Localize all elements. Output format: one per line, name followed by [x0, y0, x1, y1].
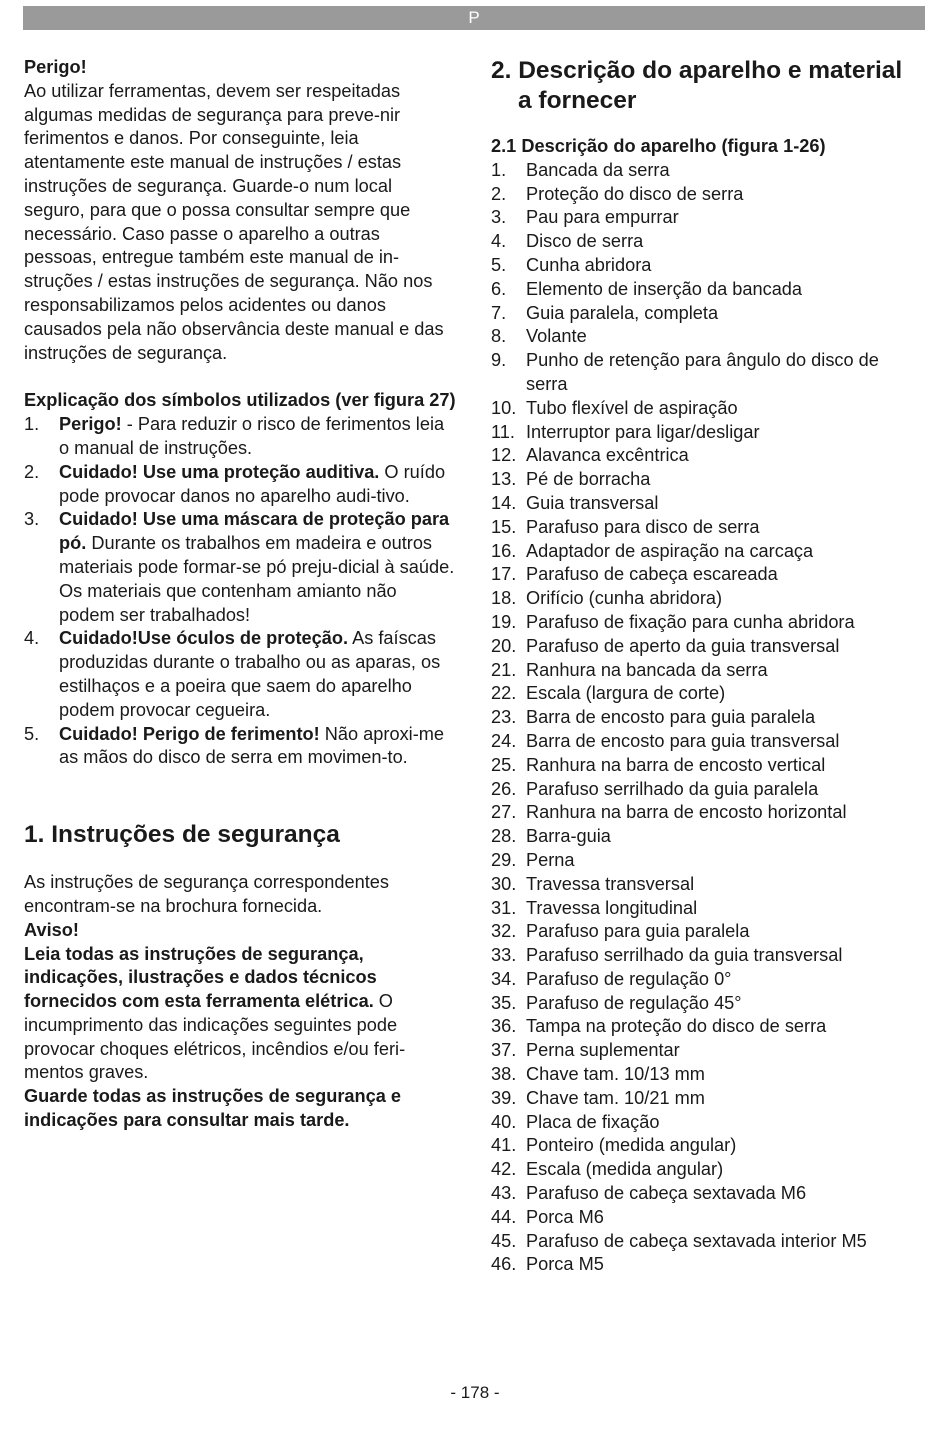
symbols-title: Explicação dos símbolos utilizados (ver figura 27) — [24, 390, 456, 411]
part-number: 18. — [491, 588, 517, 609]
part-item — [491, 968, 921, 992]
part-number: 41. — [491, 1135, 517, 1156]
symbol-bold-text: Cuidado!Use óculos de proteção. — [59, 628, 349, 649]
part-number: 20. — [491, 635, 517, 656]
part-number: 39. — [491, 1087, 517, 1108]
part-item — [491, 421, 921, 445]
part-number: 15. — [491, 516, 517, 537]
part-item — [491, 849, 921, 873]
part-label: Barra de encosto para guia transversal — [526, 730, 840, 751]
part-item — [491, 920, 921, 944]
part-number: 13. — [491, 469, 517, 490]
part-number: 31. — [491, 897, 517, 918]
part-label: Parafuso de cabeça sextavada M6 — [526, 1183, 807, 1204]
part-label: Disco de serra — [526, 231, 644, 252]
part-number: 2. — [491, 183, 507, 204]
part-number: 22. — [491, 683, 517, 704]
part-item — [491, 397, 921, 421]
part-label: Parafuso de cabeça escareada — [526, 564, 778, 585]
symbol-text: O ruído pode provocar danos no aparelho audi-tivo. — [59, 461, 446, 506]
part-item — [491, 754, 921, 778]
part-item — [491, 944, 921, 968]
part-number: 11. — [491, 421, 515, 442]
part-label: Perna suplementar — [526, 1040, 680, 1061]
part-label: Porca M5 — [526, 1254, 604, 1275]
part-item — [491, 159, 921, 183]
part-label: Parafuso de cabeça sextavada interior M5 — [526, 1230, 867, 1251]
part-label: Parafuso para disco de serra — [526, 516, 760, 537]
part-item — [491, 183, 921, 207]
part-label: Pau para empurrar — [526, 207, 679, 228]
part-label: Elemento de inserção da bancada — [526, 278, 803, 299]
part-number: 24. — [491, 730, 517, 751]
symbol-text: Não aproxi-me as mãos do disco de serra em movimen-to. — [59, 723, 445, 768]
part-label: Adaptador de aspiração na carcaça — [526, 540, 814, 561]
part-number: 37. — [491, 1040, 517, 1061]
symbol-text: Durante os trabalhos em madeira e outros materiais pode formar-se pó preju-dicial à saúde. Os materiais que contenham amianto não podem ser trabalhados! — [59, 533, 455, 625]
part-item — [491, 1182, 921, 1206]
part-item — [491, 659, 921, 683]
part-item — [491, 1253, 921, 1277]
part-label: Parafuso de aperto da guia transversal — [526, 635, 840, 656]
part-item — [491, 611, 921, 635]
parts-list — [491, 159, 921, 1277]
part-item — [491, 897, 921, 921]
part-number: 16. — [491, 540, 517, 561]
language-header-bar — [23, 6, 925, 30]
part-label: Barra-guia — [526, 826, 611, 847]
part-number: 21. — [491, 659, 517, 680]
part-item — [491, 587, 921, 611]
part-item — [491, 635, 921, 659]
part-number: 3. — [491, 207, 507, 228]
part-label: Volante — [526, 326, 587, 347]
part-item — [491, 1158, 921, 1182]
part-number: 44. — [491, 1206, 517, 1227]
part-item — [491, 1134, 921, 1158]
symbol-text: As faíscas produzidas durante o trabalho ou as aparas, os estilhaços e a poeira que saem do aparelho podem provocar cegueira. — [59, 628, 441, 720]
part-number: 9. — [491, 350, 507, 371]
part-label: Ranhura na bancada da serra — [526, 659, 768, 680]
symbol-item — [24, 723, 456, 771]
symbol-bold-text: Cuidado! Perigo de ferimento! — [59, 723, 320, 744]
part-number: 43. — [491, 1183, 517, 1204]
part-label: Orifício (cunha abridora) — [526, 588, 723, 609]
symbol-number: 1. — [24, 414, 40, 435]
part-item — [491, 230, 921, 254]
symbols-list — [24, 413, 456, 770]
part-label: Proteção do disco de serra — [526, 183, 744, 204]
language-code: P — [468, 8, 480, 27]
part-number: 26. — [491, 778, 517, 799]
symbol-number: 2. — [24, 461, 40, 482]
part-number: 14. — [491, 492, 517, 513]
part-number: 23. — [491, 707, 517, 728]
part-item — [491, 563, 921, 587]
warning-text: O incumprimento das indicações seguintes pode provocar choques elétricos, incêndios e/ou feri-mentos graves. — [24, 991, 406, 1083]
part-label: Ponteiro (medida angular) — [526, 1135, 737, 1156]
part-number: 4. — [491, 231, 507, 252]
part-item — [491, 254, 921, 278]
part-number: 30. — [491, 873, 517, 894]
part-number: 8. — [491, 326, 507, 347]
keep-instructions-text: Guarde todas as instruções de segurança e indicações para consultar mais tarde. — [24, 1086, 402, 1131]
part-number: 38. — [491, 1064, 517, 1085]
part-label: Ranhura na barra de encosto horizontal — [526, 802, 847, 823]
part-item — [491, 1039, 921, 1063]
page-number: - 178 - — [450, 1383, 500, 1402]
part-item — [491, 278, 921, 302]
part-item — [491, 825, 921, 849]
part-item — [491, 1206, 921, 1230]
part-label: Pé de borracha — [526, 469, 651, 490]
part-number: 28. — [491, 826, 517, 847]
part-item — [491, 302, 921, 326]
part-item — [491, 206, 921, 230]
part-number: 36. — [491, 1016, 517, 1037]
symbol-number: 5. — [24, 723, 40, 744]
part-label: Alavanca excêntrica — [526, 445, 689, 466]
part-label: Bancada da serra — [526, 159, 670, 180]
part-number: 46. — [491, 1254, 517, 1275]
part-number: 19. — [491, 611, 517, 632]
part-label: Escala (medida angular) — [526, 1159, 724, 1180]
part-label: Ranhura na barra de encosto vertical — [526, 754, 826, 775]
part-label: Porca M6 — [526, 1206, 604, 1227]
part-label: Parafuso de regulação 45° — [526, 992, 742, 1013]
part-label: Parafuso serrilhado da guia paralela — [526, 778, 819, 799]
danger-title: Perigo! — [24, 57, 87, 77]
part-item — [491, 1015, 921, 1039]
symbol-bold-text: Cuidado! Use uma proteção auditiva. — [59, 461, 380, 482]
part-number: 5. — [491, 254, 507, 275]
part-label: Travessa longitudinal — [526, 897, 698, 918]
part-number: 27. — [491, 802, 517, 823]
part-label: Punho de retenção para ângulo do disco de serra — [526, 350, 879, 394]
part-number: 35. — [491, 992, 517, 1013]
part-item — [491, 1087, 921, 1111]
part-label: Parafuso serrilhado da guia transversal — [526, 945, 843, 966]
part-item — [491, 349, 921, 397]
part-label: Guia paralela, completa — [526, 302, 719, 323]
section1-title: 1. Instruções de segurança — [24, 821, 340, 849]
part-item — [491, 492, 921, 516]
part-number: 17. — [491, 564, 517, 585]
part-label: Cunha abridora — [526, 254, 652, 275]
part-item — [491, 325, 921, 349]
part-label: Escala (largura de corte) — [526, 683, 726, 704]
part-label: Perna — [526, 849, 575, 870]
part-label: Parafuso de regulação 0° — [526, 968, 732, 989]
symbol-item — [24, 508, 456, 627]
part-item — [491, 873, 921, 897]
subsection-title: 2.1 Descrição do aparelho (figura 1-26) — [491, 136, 826, 156]
part-label: Guia transversal — [526, 492, 659, 513]
part-label: Tubo flexível de aspiração — [526, 397, 738, 418]
part-item — [491, 801, 921, 825]
part-item — [491, 444, 921, 468]
part-label: Placa de fixação — [526, 1111, 660, 1132]
right-column — [491, 56, 921, 1277]
symbol-item — [24, 461, 456, 509]
part-item — [491, 540, 921, 564]
part-label: Tampa na proteção do disco de serra — [526, 1016, 827, 1037]
part-number: 25. — [491, 754, 517, 775]
symbol-item — [24, 627, 456, 722]
section2-title: 2. Descrição do aparelho e material a fornecer — [491, 57, 903, 114]
part-item — [491, 1063, 921, 1087]
part-number: 42. — [491, 1159, 517, 1180]
warning-title: Aviso! — [24, 919, 79, 940]
left-column — [24, 56, 456, 1133]
danger-text: Ao utilizar ferramentas, devem ser respeitadas algumas medidas de segurança para preve-nir ferimentos e danos. Por conseguinte, leia atentamente este manual de instruções / estas instruções de segurança. Guarde-o num local seguro, para que o possa consultar sempre que necessário. Caso passe o aparelho a outras pessoas, entregue também este manual de in-struções / estas instruções de segurança. Não nos responsabilizamos pelos acidentes ou danos causados pela não observância deste manual e das instruções de segurança. — [24, 80, 444, 363]
part-number: 33. — [491, 945, 517, 966]
symbol-bold-text: Cuidado! Use uma máscara de proteção para pó. — [59, 509, 450, 554]
part-item — [491, 1111, 921, 1135]
part-item — [491, 992, 921, 1016]
section1-text: As instruções de segurança correspondentes encontram-se na brochura fornecida. — [24, 872, 389, 916]
part-number: 6. — [491, 278, 507, 299]
part-number: 12. — [491, 445, 517, 466]
part-item — [491, 778, 921, 802]
symbol-number: 3. — [24, 509, 40, 530]
part-label: Travessa transversal — [526, 873, 695, 894]
part-item — [491, 468, 921, 492]
part-label: Parafuso para guia paralela — [526, 921, 750, 942]
part-item — [491, 1230, 921, 1254]
part-item — [491, 730, 921, 754]
part-item — [491, 706, 921, 730]
part-label: Chave tam. 10/13 mm — [526, 1064, 705, 1085]
warning-paragraph — [24, 943, 456, 1086]
part-number: 34. — [491, 968, 517, 989]
part-label: Barra de encosto para guia paralela — [526, 707, 816, 728]
part-item — [491, 682, 921, 706]
part-number: 1. — [491, 159, 507, 180]
part-number: 10. — [491, 397, 517, 418]
part-number: 32. — [491, 921, 517, 942]
part-number: 29. — [491, 849, 517, 870]
symbol-text: - Para reduzir o risco de ferimentos leia o manual de instruções. — [59, 414, 445, 458]
part-label: Parafuso de fixação para cunha abridora — [526, 611, 855, 632]
part-label: Chave tam. 10/21 mm — [526, 1087, 705, 1108]
part-item — [491, 516, 921, 540]
symbol-bold-text: Perigo! — [59, 414, 122, 435]
part-number: 45. — [491, 1230, 517, 1251]
symbol-number: 4. — [24, 628, 40, 649]
part-number: 40. — [491, 1111, 517, 1132]
symbol-item — [24, 413, 456, 461]
part-number: 7. — [491, 302, 507, 323]
part-label: Interruptor para ligar/desligar — [526, 421, 760, 442]
warning-bold-text: Leia todas as instruções de segurança, indicações, ilustrações e dados técnicos fornecidos com esta ferramenta elétrica. — [24, 943, 377, 1012]
